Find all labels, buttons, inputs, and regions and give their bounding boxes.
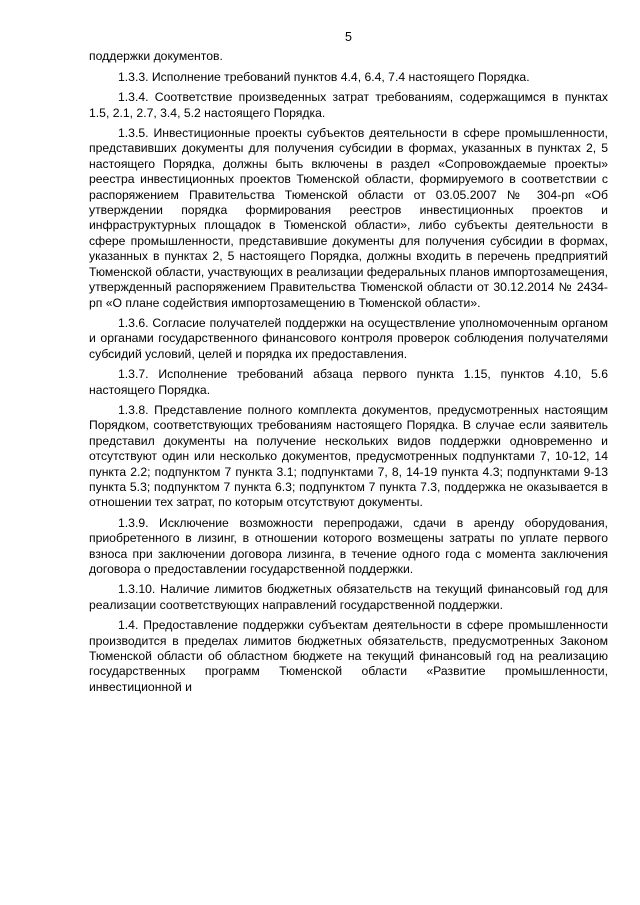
paragraph-1-3-7: 1.3.7. Исполнение требований абзаца первого пункта 1.15, пунктов 4.10, 5.6 настоящего Порядка. xyxy=(89,367,608,397)
paragraph-1-3-4: 1.3.4. Соответствие произведенных затрат требованиям, содержащимся в пунктах 1.5, 2.1, 2.7, 3.4, 5.2 настоящего Порядка. xyxy=(89,90,608,120)
paragraph-1-3-8: 1.3.8. Представление полного комплекта документов, предусмотренных настоящим Порядком, соответствующих требованиям настоящего Порядка. В случае если заявитель представил документы на получение нескольких видов поддержки одновременно и отсутствуют один или несколько документов, предусмотренных подпунктами 7, 10-12, 14 пункта 2.2; подпунктом 7 пункта 3.1; подпунктами 7, 8, 14-19 пункта 4.3; подпунктами 9-13 пункта 5.3; подпунктом 7 пункта 6.3; подпунктом 7 пункта 7.3, поддержка не оказывается в отношении тех затрат, по которым отсутствуют документы. xyxy=(89,402,608,510)
paragraph-1-4: 1.4. Предоставление поддержки субъектам деятельности в сфере промышленности производится в пределах лимитов бюджетных обязательств, предусмотренных Законом Тюменской области об областном бюджете на текущий финансовый год на реализацию государственных программ Тюменской области «Развитие промышленности, инвестиционной и xyxy=(89,618,608,694)
paragraph-1-3-5: 1.3.5. Инвестиционные проекты субъектов деятельности в сфере промышленности, представивших документы для получения субсидии в формах, указанных в пунктах 2, 5 настоящего Порядка, должны быть включены в раздел «Сопровождаемые проекты» реестра инвестиционных проектов Тюменской области, формируемого в соответствии с распоряжением Правительства Тюменской области от 03.05.2007 № 304-рп «Об утверждении порядка формирования реестров инвестиционных проектов и инфраструктурных площадок в Тюменской области», либо субъекты деятельности в сфере промышленности, представившие документы для получения субсидии в формах, указанных в пунктах 2, 5 настоящего Порядка, должны входить в перечень предприятий Тюменской области, участвующих в реализации федеральных планов импортозамещения, утвержденный распоряжением Правительства Тюменской области от 30.12.2014 № 2434-рп «О плане содействия импортозамещению в Тюменской области». xyxy=(89,126,608,310)
paragraph-1-3-3: 1.3.3. Исполнение требований пунктов 4.4, 6.4, 7.4 настоящего Порядка. xyxy=(118,69,530,84)
paragraph-1-3-6: 1.3.6. Согласие получателей поддержки на осуществление уполномоченным органом и органами государственного финансового контроля проверок соблюдения получателями субсидий условий, целей и порядка их предоставления. xyxy=(89,315,608,361)
paragraph-1-3-9: 1.3.9. Исключение возможности перепродажи, сдачи в аренду оборудования, приобретенного в лизинг, в отношении которого возмещены затраты по уплате первого взноса при заключении договора лизинга, в течение одного года с момента заключения договора о предоставлении государственной поддержки. xyxy=(89,515,608,576)
paragraph-continuation: поддержки документов. xyxy=(89,49,223,64)
page-number: 5 xyxy=(345,30,352,44)
document-page xyxy=(89,30,608,700)
paragraph-1-3-10: 1.3.10. Наличие лимитов бюджетных обязательств на текущий финансовый год для реализации соответствующих направлений государственной поддержки. xyxy=(89,582,608,612)
